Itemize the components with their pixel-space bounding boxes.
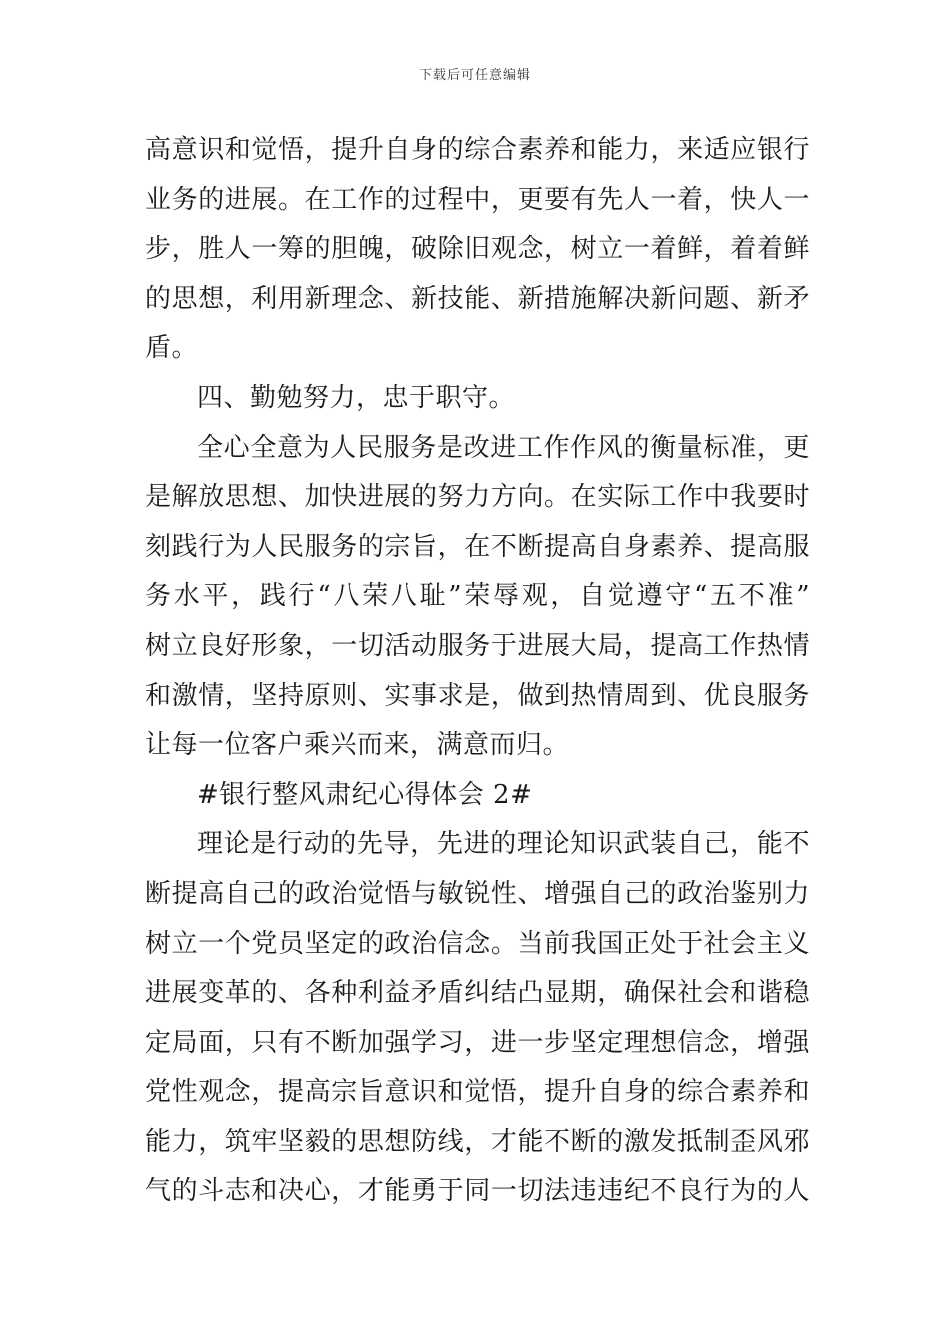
text-line: 步，胜人一筹的胆魄，破除旧观念，树立一着鲜，着着鲜 xyxy=(145,234,810,265)
section-heading: 四、勤勉努力，忠于职守。 xyxy=(197,382,516,413)
text-line: 树立一个党员坚定的政治信念。当前我国正处于社会主义 xyxy=(145,928,810,959)
text-line: 理论是行动的先导，先进的理论知识武装自己，能不 xyxy=(197,829,810,860)
text-line: 盾。 xyxy=(145,333,199,364)
text-line: 务水平，践行“八荣八耻”荣辱观，自觉遵守“五不准” xyxy=(145,581,810,612)
text-line: 业务的进展。在工作的过程中，更要有先人一着，快人一 xyxy=(145,184,810,215)
section-title: #银行整风肃纪心得体会 2# xyxy=(197,779,533,810)
text-line: 树立良好形象，一切活动服务于进展大局，提高工作热情 xyxy=(145,630,810,661)
text-line: 党性观念，提高宗旨意识和觉悟，提升自身的综合素养和 xyxy=(145,1077,810,1108)
text-line: 是解放思想、加快进展的努力方向。在实际工作中我要时 xyxy=(145,482,810,513)
text-line: 断提高自己的政治觉悟与敏锐性、增强自己的政治鉴别力 xyxy=(145,878,810,909)
text-line: 的思想，利用新理念、新技能、新措施解决新问题、新矛 xyxy=(145,283,810,314)
text-line: 让每一位客户乘兴而来，满意而归。 xyxy=(145,730,570,761)
text-line: 气的斗志和决心，才能勇于同一切法违违纪不良行为的人 xyxy=(145,1176,810,1207)
text-line: 和激情，坚持原则、实事求是，做到热情周到、优良服务 xyxy=(145,680,810,711)
text-line: 进展变革的、各种利益矛盾纠结凸显期，确保社会和谐稳 xyxy=(145,978,810,1009)
text-line: 定局面，只有不断加强学习，进一步坚定理想信念，增强 xyxy=(145,1027,810,1058)
page-header: 下载后可任意编辑 xyxy=(418,68,531,83)
text-line: 能力，筑牢坚毅的思想防线，才能不断的激发抵制歪风邪 xyxy=(145,1126,810,1157)
text-line: 全心全意为人民服务是改进工作作风的衡量标准，更 xyxy=(197,432,810,463)
text-line: 高意识和觉悟，提升自身的综合素养和能力，来适应银行 xyxy=(145,135,810,165)
text-line: 刻践行为人民服务的宗旨，在不断提高自身素养、提高服 xyxy=(145,531,810,562)
document-body xyxy=(145,126,810,1217)
